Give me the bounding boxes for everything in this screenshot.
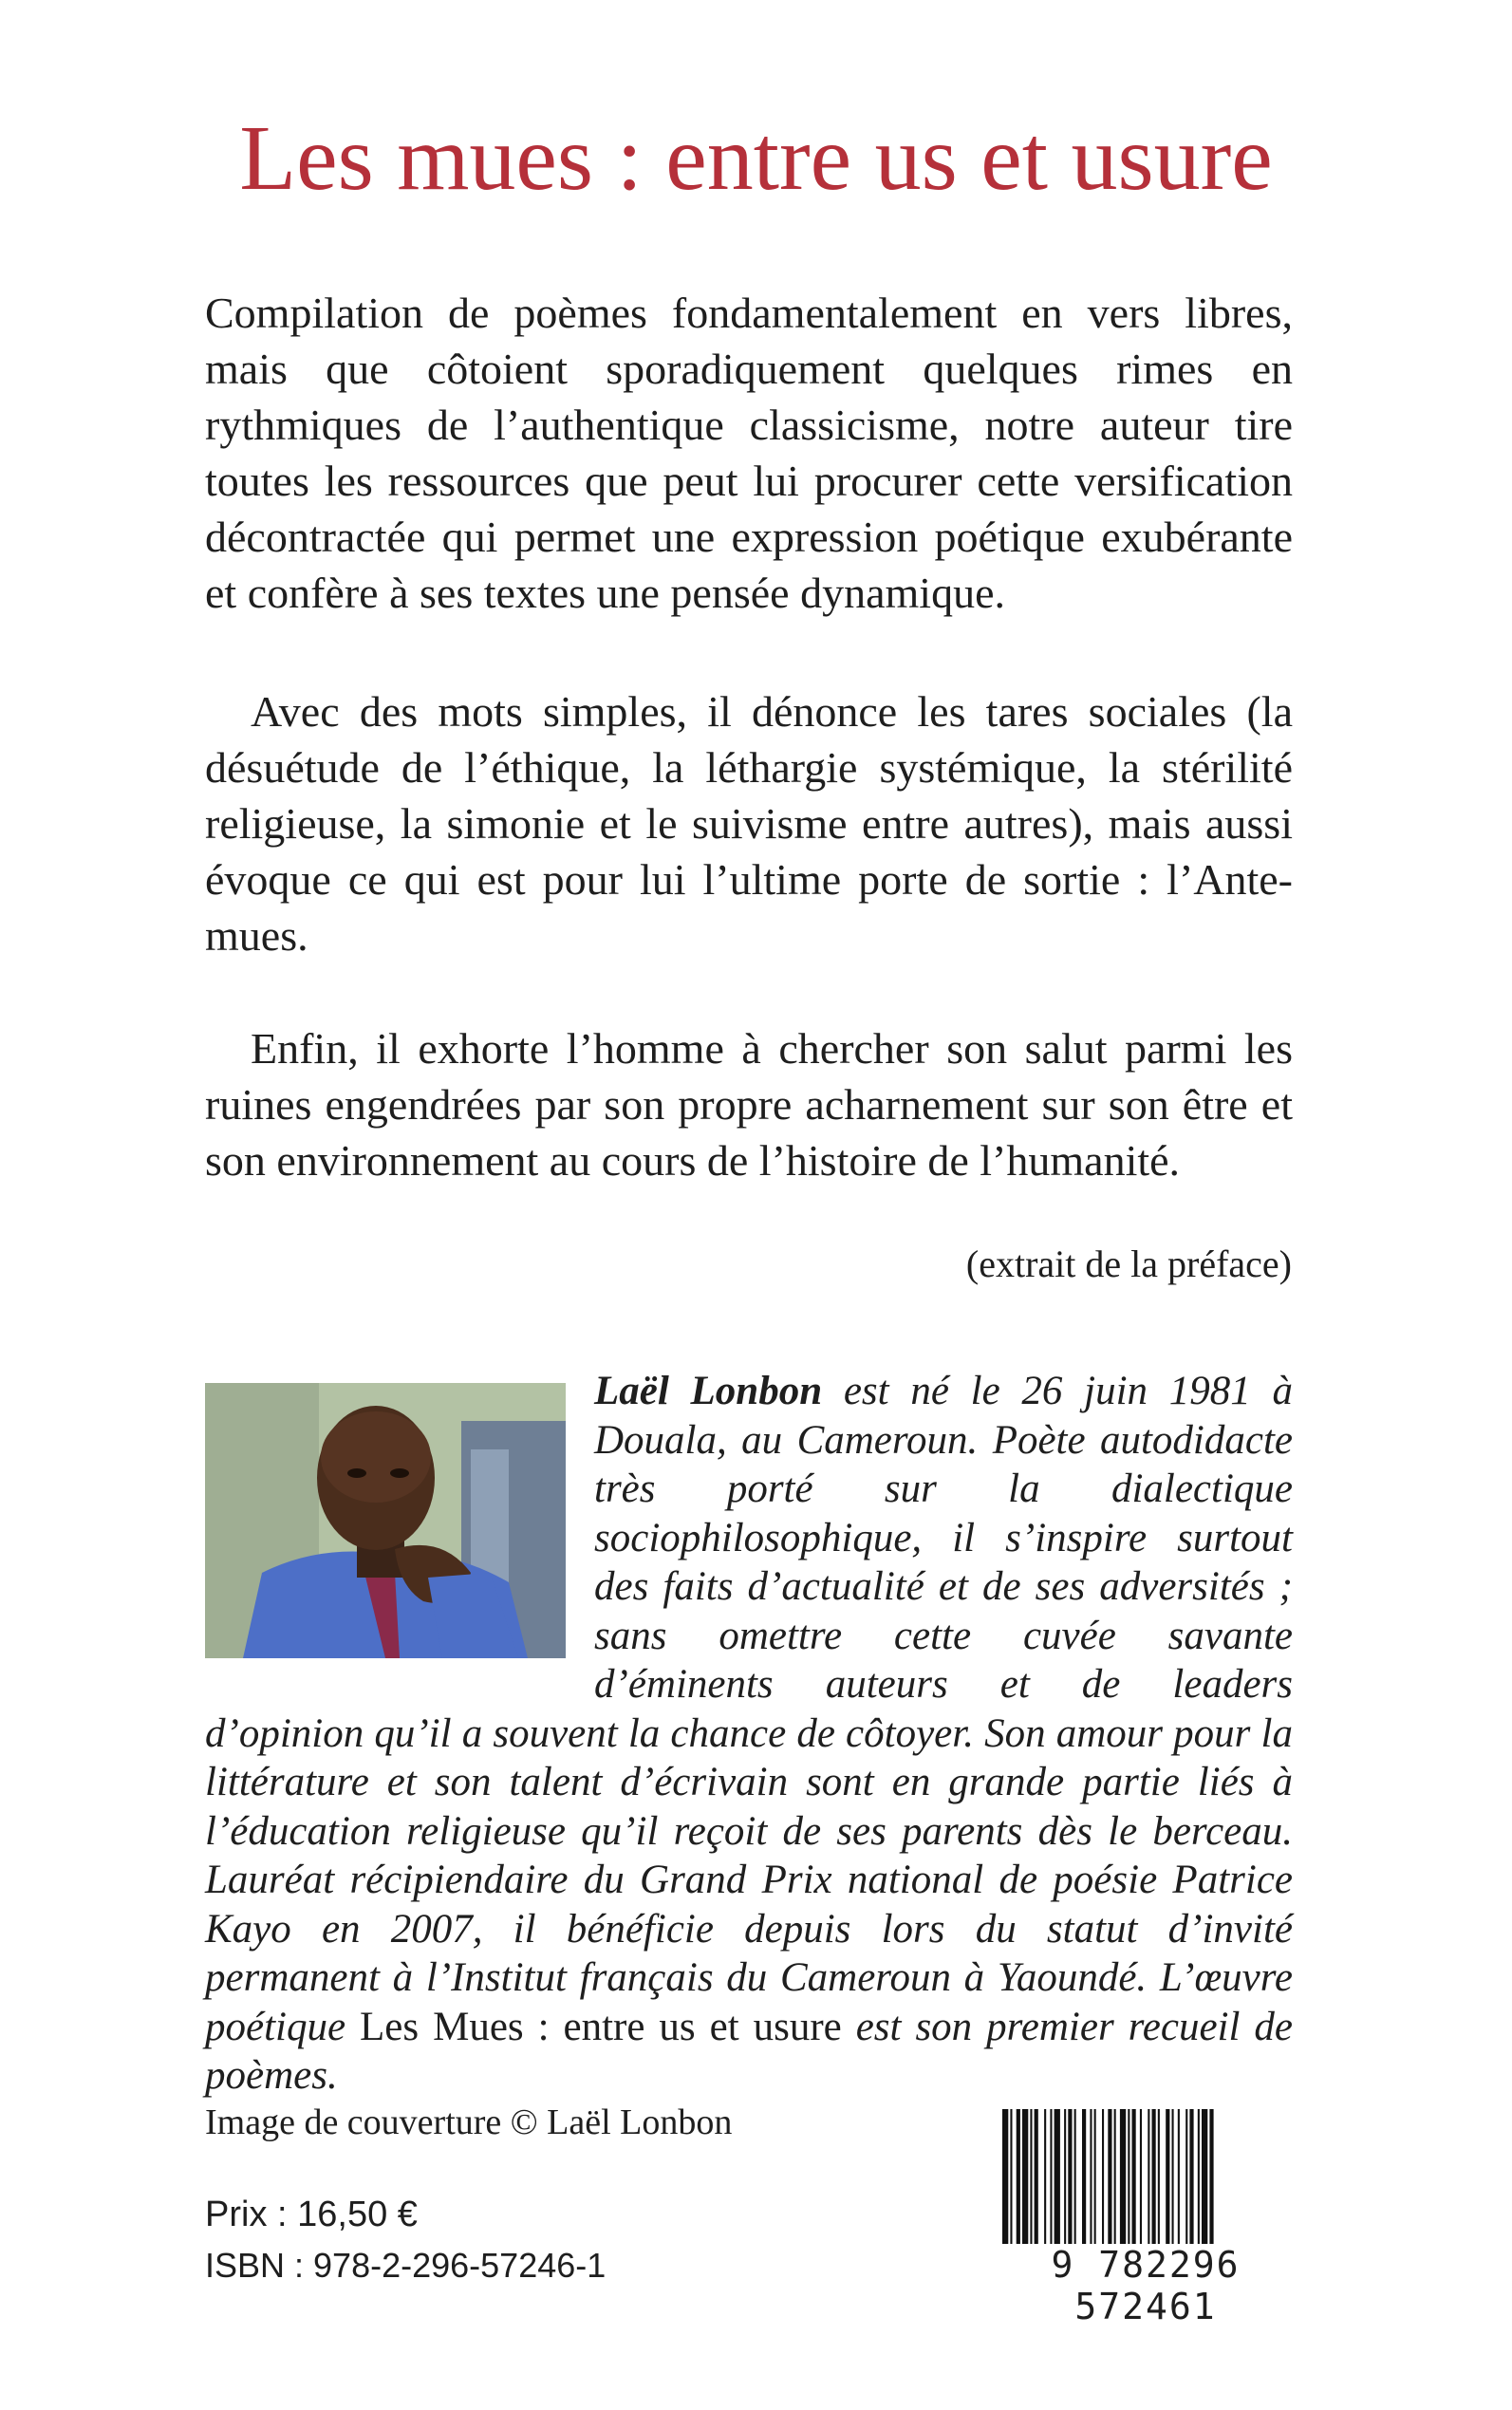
barcode-bar	[1055, 2109, 1060, 2251]
barcode-bar	[1044, 2109, 1046, 2251]
barcode-bar	[1189, 2109, 1193, 2251]
barcode-bar	[1094, 2109, 1096, 2251]
barcode-bar	[1120, 2109, 1126, 2251]
barcode-bar	[1050, 2109, 1052, 2251]
barcode-bar	[1166, 2109, 1169, 2251]
cover-credit: Image de couverture © Laël Lonbon	[205, 2102, 733, 2142]
barcode-bar	[1002, 2109, 1008, 2251]
bio-book-title: Les Mues : entre us et usure	[360, 2004, 842, 2049]
barcode-digits: 9 782296 572461	[987, 2244, 1304, 2327]
barcode-bar	[1010, 2109, 1012, 2251]
price: Prix : 16,50 €	[205, 2195, 418, 2234]
barcode-bar	[1082, 2109, 1086, 2251]
synopsis-paragraph-3: Enfin, il exhorte l’homme à chercher son salut parmi les ruines engendrées par son propre acharnement sur son être et son environnement au cours de l’histoire de l’humanité.	[205, 1024, 1293, 1185]
synopsis-paragraph-2: Avec des mots simples, il dénonce les tares sociales (la désuétude de l’éthique, la léthargie systémique, la stérilité religieuse, la simonie et le suivisme entre autres), mais aussi évoque ce qui est pour lui l’ultime porte de sortie : l’Ante-mues.	[205, 687, 1293, 960]
barcode-bar	[1158, 2109, 1160, 2251]
preface-source: (extrait de la préface)	[965, 1242, 1292, 1285]
book-title: Les mues : entre us et usure	[239, 107, 1273, 210]
barcode-bar	[1185, 2109, 1187, 2251]
isbn: ISBN : 978-2-296-57246-1	[205, 2246, 607, 2285]
barcode-bar	[1068, 2109, 1072, 2251]
author-name: Laël Lonbon	[594, 1369, 823, 1413]
barcode-bar	[1017, 2109, 1020, 2251]
bio-text-part-2: est son premier recueil de poèmes.	[205, 2004, 1293, 2098]
barcode-bar	[1030, 2109, 1032, 2251]
barcode-bar	[1114, 2109, 1116, 2251]
barcode-bar	[1172, 2109, 1174, 2251]
author-biography	[205, 1367, 1293, 2101]
barcode-bar	[1108, 2109, 1111, 2251]
barcode-bar	[1148, 2109, 1149, 2251]
barcode-bar	[1064, 2109, 1066, 2251]
barcode-bar	[1022, 2109, 1028, 2251]
barcode-bar	[1198, 2109, 1200, 2251]
barcode-bar	[1178, 2109, 1180, 2251]
barcode-bar	[1140, 2109, 1142, 2251]
barcode-bar	[1128, 2109, 1129, 2251]
barcode-bar	[1035, 2109, 1038, 2251]
barcode-bar	[1202, 2109, 1207, 2251]
barcode-bar	[1074, 2109, 1076, 2251]
barcode-bar	[1152, 2109, 1156, 2251]
barcode-bar	[1209, 2109, 1213, 2251]
barcode-bar	[1102, 2109, 1104, 2251]
synopsis-paragraph-1: Compilation de poèmes fondamentalement en vers libres, mais que côtoient sporadiquement quelques rimes en rythmiques de l’authentique classicisme, notre auteur tire toutes les ressources que peut lui procurer cette versification décontractée qui permet une expression poétique exubérante et confère à ses textes une pensée dynamique.	[205, 289, 1293, 617]
photo-wrap-spacer	[205, 1367, 594, 1669]
barcode-bar	[1132, 2109, 1136, 2251]
barcode-bar	[1090, 2109, 1092, 2251]
bio-text-part-1: est né le 26 juin 1981 à Douala, au Cameroun. Poète autodidacte très porté sur la dialectique sociophilosophique, il s’inspire surtout des faits d’actualité et de ses adversités ; sans omettre cette cuvée savante d’éminents auteurs et de leaders d’opinion qu’il a souvent la chance de côtoyer. Son amour pour la littérature et son talent d’écrivain sont en grande partie liés à l’éducation religieuse qu’il reçoit de ses parents dès le berceau. Lauréat récipiendaire du Grand Prix national de poésie Patrice Kayo en 2007, il bénéficie depuis lors du statut d’invité permanent à l’Institut français du Cameroun à Yaoundé. L’œuvre poétique	[205, 1369, 1293, 2049]
